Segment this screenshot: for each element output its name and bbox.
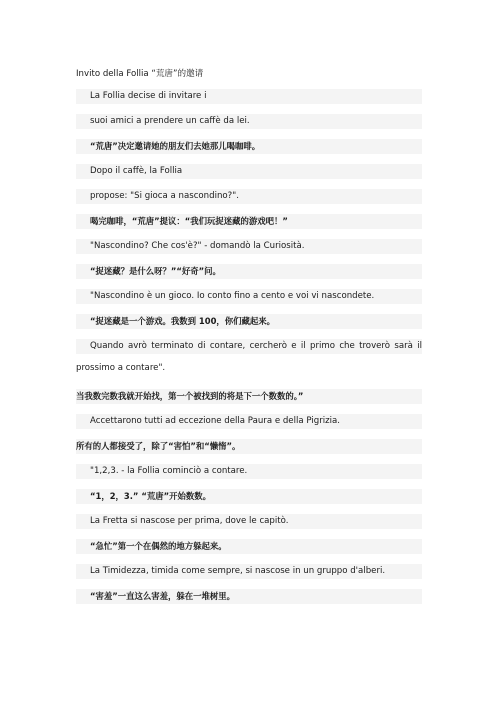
text-line-11-continued: prossimo a contare". [76,363,166,373]
text-line-4: Dopo il caffè, la Follia [76,164,422,179]
text-line-15: "1,2,3. - la Follia cominciò a contare. [76,464,422,479]
text-line-10: “捉迷藏是一个游戏。我数到 100，你们藏起来。 [76,314,422,329]
document-title: Invito della Follia “荒唐”的邀请 [76,69,204,79]
text-line-3: “荒唐”决定邀请她的朋友们去她那儿喝咖啡。 [76,139,422,154]
text-line-17: La Fretta si nascose per prima, dove le capitò. [76,514,422,529]
text-line-2: suoi amici a prendere un caffè da lei. [76,114,422,129]
text-line-6: 喝完咖啡，“荒唐”提议：“我们玩捉迷藏的游戏吧！” [76,214,422,229]
text-line-13: Accettarono tutti ad eccezione della Paura e della Pigrizia. [76,414,422,429]
text-line-8: “捉迷藏？是什么呀？”“好奇”问。 [76,264,422,279]
text-line-20: “害羞”一直这么害羞，躲在一堆树里。 [76,589,422,604]
text-line-11: Quando avrò terminato di contare, cercherò e il primo che troverò sarà il [76,339,422,354]
text-line-1: La Follia decise di invitare i [76,89,422,104]
text-line-14: 所有的人都接受了，除了“害怕”和“懒惰”。 [76,439,422,454]
text-line-19: La Timidezza, timida come sempre, si nascose in un gruppo d'alberi. [76,564,422,579]
text-line-9: "Nascondino è un gioco. Io conto fino a cento e voi vi nascondete. [76,289,422,304]
text-line-16: “1，2，3.” “荒唐”开始数数。 [76,489,422,504]
text-line-12: 当我数完数我就开始找，第一个被找到的将是下一个数数的。” [76,389,422,404]
text-line-18: “急忙”第一个在偶然的地方躲起来。 [76,539,422,554]
text-line-5: propose: "Si gioca a nascondino?". [76,189,422,204]
text-line-7: "Nascondino? Che cos'è?" - domandò la Curiosità. [76,239,422,254]
